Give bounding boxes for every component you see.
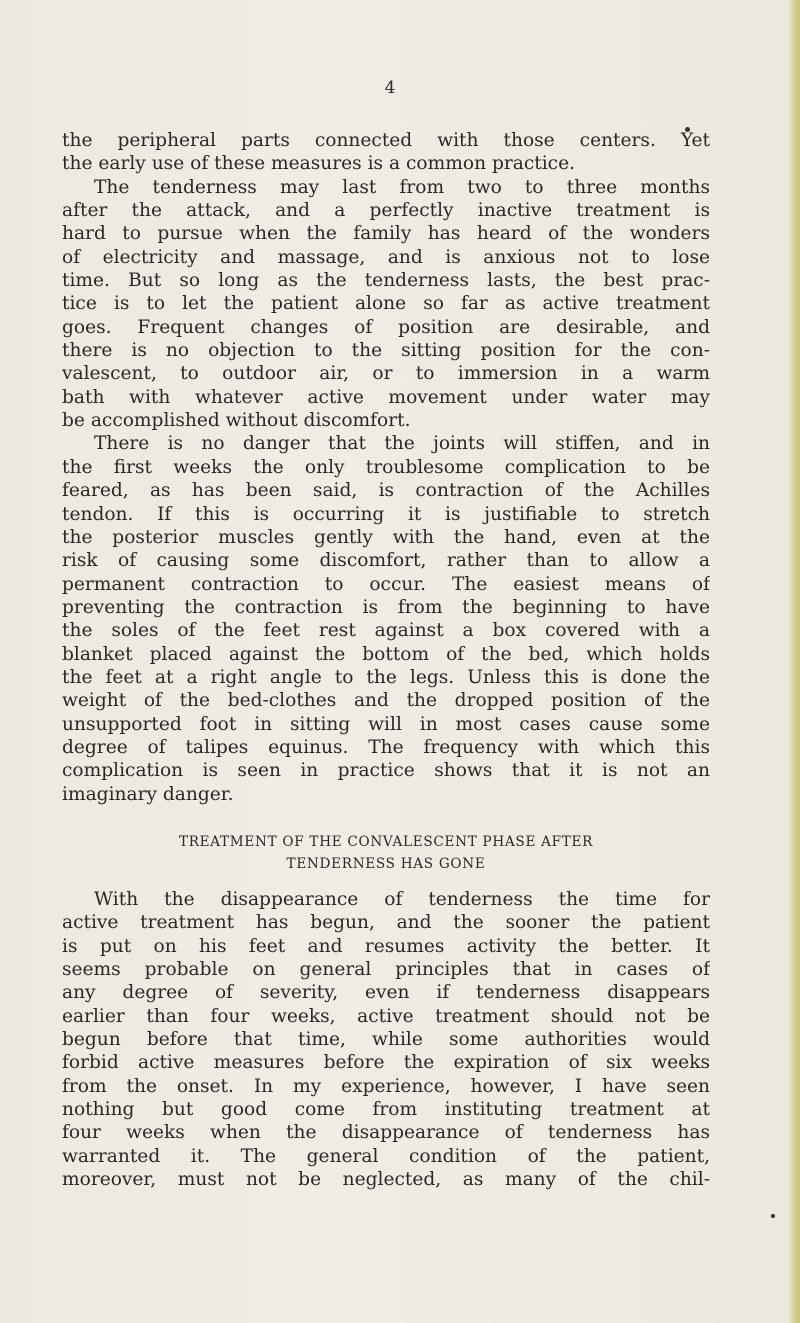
text-line: of electricity and massage, and is anxious not to lose: [62, 246, 710, 268]
text-line: seems probable on general principles that in cases of: [62, 959, 710, 980]
text-line: begun before that time, while some authorities would: [62, 1029, 710, 1051]
body-text: [62, 129, 710, 1191]
page-number: 4: [384, 78, 396, 98]
text-line: any degree of severity, even if tenderness disappears: [62, 982, 710, 1004]
text-line: the early use of these measures is a common practice.: [62, 153, 575, 175]
page-edge: [788, 0, 800, 1323]
text-line: after the attack, and a perfectly inactive treatment is: [62, 200, 710, 222]
text-line: degree of talipes equinus. The frequency with which this: [62, 736, 710, 758]
text-line: the feet at a right angle to the legs. Unless this is done the: [62, 666, 710, 688]
text-line: the first weeks the only troublesome complication to be: [62, 456, 710, 478]
text-line: time. But so long as the tenderness lasts, the best prac-: [62, 270, 710, 292]
text-line: nothing but good come from instituting treatment at: [62, 1099, 710, 1121]
text-line: be accomplished without discomfort.: [62, 410, 411, 432]
text-line: weight of the bed-clothes and the dropped position of the: [62, 690, 710, 712]
text-line: forbid active measures before the expiration of six weeks: [62, 1052, 710, 1074]
text-line: the peripheral parts connected with those centers. Yet: [62, 130, 710, 151]
text-line: earlier than four weeks, active treatment should not be: [62, 1005, 710, 1027]
text-line: unsupported foot in sitting will in most cases cause some: [62, 713, 710, 735]
text-line: tendon. If this is occurring it is justifiable to stretch: [62, 503, 710, 525]
text-line: the soles of the feet rest against a box covered with a: [62, 620, 710, 642]
section-heading: TREATMENT OF THE CONVALESCENT PHASE AFTER: [178, 833, 594, 850]
text-line: four weeks when the disappearance of tenderness has: [62, 1122, 710, 1144]
text-line: imaginary danger.: [62, 783, 234, 805]
text-line: moreover, must not be neglected, as many of the chil-: [62, 1169, 710, 1191]
text-line: risk of causing some discomfort, rather than to allow a: [62, 550, 710, 572]
text-line: preventing the contraction is from the beginning to have: [62, 596, 710, 618]
text-line: is put on his feet and resumes activity the better. It: [62, 935, 710, 957]
section-heading: TENDERNESS HAS GONE: [286, 855, 486, 872]
text-line: warranted it. The general condition of the patient,: [62, 1145, 710, 1167]
text-line: hard to pursue when the family has heard of the wonders: [62, 223, 710, 245]
text-line: feared, as has been said, is contraction of the Achilles: [62, 480, 710, 502]
text-line: goes. Frequent changes of position are desirable, and: [62, 316, 710, 338]
ink-speck: [771, 1214, 775, 1218]
text-line: There is no danger that the joints will stiffen, and in: [94, 433, 710, 455]
text-line: there is no objection to the sitting position for the con-: [62, 340, 710, 362]
text-line: the posterior muscles gently with the hand, even at the: [62, 526, 710, 548]
text-line: The tenderness may last from two to three months: [94, 176, 710, 198]
text-line: valescent, to outdoor air, or to immersion in a warm: [62, 363, 710, 385]
text-line: from the onset. In my experience, however, I have seen: [62, 1075, 710, 1097]
text-line: bath with whatever active movement under water may: [62, 386, 710, 408]
text-line: tice is to let the patient alone so far as active treatment: [62, 293, 710, 315]
text-line: blanket placed against the bottom of the bed, which holds: [62, 643, 710, 665]
text-line: With the disappearance of tenderness the time for: [94, 888, 710, 910]
text-line: complication is seen in practice shows that it is not an: [62, 760, 710, 782]
text-line: permanent contraction to occur. The easiest means of: [62, 573, 710, 595]
text-line: active treatment has begun, and the sooner the patient: [62, 912, 710, 934]
